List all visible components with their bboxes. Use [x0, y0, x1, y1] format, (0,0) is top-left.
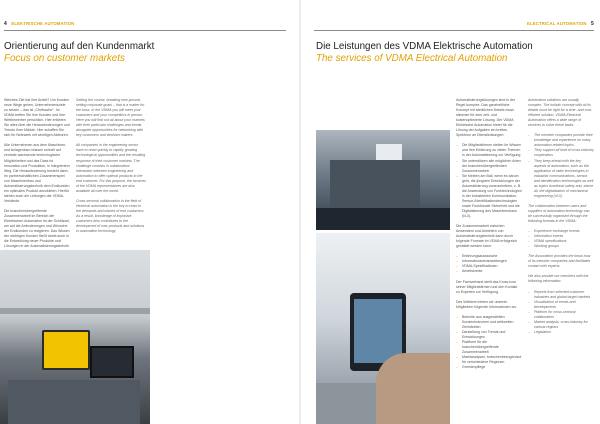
list-item: – Berichte aus ausgewählten Kundenbranchen und weltweiten Zielmärkten: [462, 315, 522, 330]
list-item: – Information events: [534, 234, 594, 239]
running-head-label-left: ELEKTRISCHE AUTOMATION: [11, 21, 75, 26]
page-title-de-right: Die Leistungen des VDMA Elektrische Automation: [316, 41, 533, 52]
paragraph: The collaboration between users and suppliers of automation technology can be successfully organised through the following formats in the VDMA:: [528, 203, 590, 224]
automation-machinery-photo: [316, 130, 450, 230]
running-head-label-right: ELECTRICAL AUTOMATION: [526, 21, 587, 26]
list-item: – Erfahrungsaustausche: [462, 254, 522, 259]
list-item: – Working groups: [534, 244, 594, 249]
list-item: – Marktanalysen, branchenbezogen/auf für verschiedene Regionen: [462, 355, 522, 365]
body-column-english-right: [528, 98, 594, 340]
page-number-left: 4: [4, 21, 7, 27]
header-rule-left: [4, 30, 286, 31]
list-item: – VDMA specifications: [534, 239, 594, 244]
bullet-list: [456, 143, 522, 219]
bullet-list: [528, 229, 594, 249]
list-item: – Plattform für die branchenübergreifende Zusammenarbeit: [462, 340, 522, 355]
list-item: – Gremienpflege: [462, 365, 522, 370]
paragraph: Welches Ziel hat Ihre Arbeit? Um Kunden neue Wege gehen, Unternehmensziele zu setzen – das ist „Chefsache". Im VDMA treffen Sie ihre Kunden und ihre Wettbewerber persönlich. Hier erfahren Sie alles über die Herausforderungen und Trends Ihrer Märkte. Hier schaffen Sie sich Ihr Netzwerk mit wichtigen Akteuren.: [4, 98, 70, 138]
bullet-list: [456, 254, 522, 274]
paragraph: Cross-sectoral collaboration in the field of electrical automation is the key to react to the demands and wishes of end customers. As a result, knowledge of important customers also contributes to the development of new products and solutions in automation technology.: [76, 198, 145, 234]
page-title-en-right: The services of VDMA Electrical Automation: [316, 53, 508, 64]
list-item: – Sie unterstützen alle möglichen Arten der branchenübergreifenden Zusammenarbeit.: [462, 159, 522, 174]
list-item: – Legislation: [534, 330, 594, 335]
paragraph: Automation solutions are usually complex. The holistic concept with all its details must be right for a time- and cost-efficient solution. VDMA Electrical Automation offers a wide range of services to solve these tasks:: [528, 98, 593, 128]
list-item: – Visualisation of trends and developments: [534, 300, 594, 310]
list-item: – VDMA-Spezifikationen: [462, 264, 522, 269]
bullet-list: [528, 290, 594, 335]
paragraph: All companies in the engineering sector have to react quickly to rapidly growing technological opportunities and the resulting response of their customer markets. The challenge consists in collaborative interaction between engineering and automation to offer optimal products to the end customer. For this purpose, the services of the VDMA representatives are also available all over the world.: [76, 143, 146, 193]
paragraph: Setting the course, breaking new ground, setting corporate goals – that is a matter for the boss. In the VDMA you will meet your customers and your competitors in person. Here you will find out all about your markets with their particular challenges and trends alongside opportunities for networking with key customers and decision makers.: [76, 98, 145, 138]
bullet-list: [456, 315, 522, 371]
page-title-en-left: Focus on customer markets: [4, 53, 125, 64]
list-item: – Reports from selected customer industries and global target markets: [534, 290, 594, 300]
list-item: – The member companies provide their knowledge and experience on many automation-related topics.: [534, 133, 594, 148]
list-item: – Experience exchange events: [534, 229, 594, 234]
bullet-list: [528, 133, 594, 199]
list-item: – Platform for cross-sectoral collaboration: [534, 310, 594, 320]
paragraph: Der Fachverband stellt das Know-how seiner Mitgliedsfirmen und den Kontakt zu Experten zur Verfügung.: [456, 279, 518, 294]
paragraph: Des Weiteren bieten wir unseren Mitgliedern folgende Informationen an:: [456, 299, 517, 309]
list-item: – Die Mitgliedsfirmen stellen ihr Wissen und ihre Erfahrung zu vielen Themen in der Automatisierung zur Verfügung.: [462, 143, 522, 158]
running-head-right: [527, 21, 594, 27]
industrial-control-panel-photo: [0, 250, 150, 424]
list-item: – Market analysis, cross-industry for various regions: [534, 320, 594, 330]
list-item: – Arbeitskreise: [462, 269, 522, 274]
paragraph: Automatisierungslösungen sind in der Regel komplex. Das ganzheitliche Konzept mit sämtlichen Details muss stimmen für eine zeit- und kostenoptimierte Lösung. Der VDMA Elektrische Automation bietet für die Lösung der Aufgaben ein breites Spektrum an Dienstleistungen:: [456, 98, 516, 138]
right-page: [300, 0, 600, 424]
list-item: – Darstellung von Trends und Entwicklungen: [462, 330, 522, 340]
paragraph: The Association provides the know-how of its member companies and facilitates contact with experts.: [528, 254, 591, 269]
body-column-german-right: [456, 98, 522, 375]
list-item: – They keep ahead with the key aspects of automation, such as the application of radio technologies in industrial communications, sensor and identification technologies as well as topics functional safety and, above all, the digitalisation of mechanical engineering (I4.0).: [534, 159, 594, 199]
body-column-english-left: [76, 98, 146, 239]
paragraph: Alle Unternehmen aus dem Maschinen- und Anlagenbau müssen schnell auf zentrale wachsende technologische Möglichkeiten und das Dass ist Innovation und Produktion, in integriertem Weg. Die Herausforderung besteht darin, im partnerschaftlichen Zusammenspiel von Maschinenbau und Automatisierungstechnik dem Endkunden ein optimales Produkt anzubieten. Hierfür stehen auch die Leitungen der VDMA-Verbände.: [4, 143, 70, 203]
paragraph: Die branchenübergreifende Zusammenarbeit im Bereich der Elektrischen Automation ist der Schlüssel, um auf die Anforderungen und Wünsche der Endkunden zu reagieren. Das Wissen der wichtigen Kunden fließt damit auch in die Entwicklung neuer Produkte und Lösungen in der Automatisierungstechnik: [4, 208, 70, 249]
running-head-left: [4, 21, 74, 27]
header-rule-right: [314, 30, 594, 31]
paragraph: Die Zusammenarbeit zwischen Anwendern und Anbietern von Automatisierungstechnik kann durch folgende Formate im VDMA erfolgreich gestaltet werden kann:: [456, 224, 518, 249]
tablet-in-hand-photo: [316, 233, 450, 424]
page-title-de-left: Orientierung auf den Kundenmarkt: [4, 41, 155, 52]
paragraph: We also provide our members with the following information:: [528, 274, 589, 284]
body-column-german-left: [4, 98, 70, 259]
page-number-right: 5: [591, 21, 594, 27]
list-item: – Informationsveranstaltungen: [462, 259, 522, 264]
list-item: – They support all kind of cross-industry cooperation.: [534, 148, 594, 158]
list-item: – Sie bleiben am Ball, wenn es darum geht, die jüngsten Entwicklungen der Automatisierung voranzutreiben, z. B. die Anwendung von Funktechnologien in der industriellen Kommunikation, Sensor-/Identifikationstechnologien sowie Funktionale Sicherheit und die Digitalisierung des Maschinenbaus (I4.0).: [462, 174, 522, 219]
